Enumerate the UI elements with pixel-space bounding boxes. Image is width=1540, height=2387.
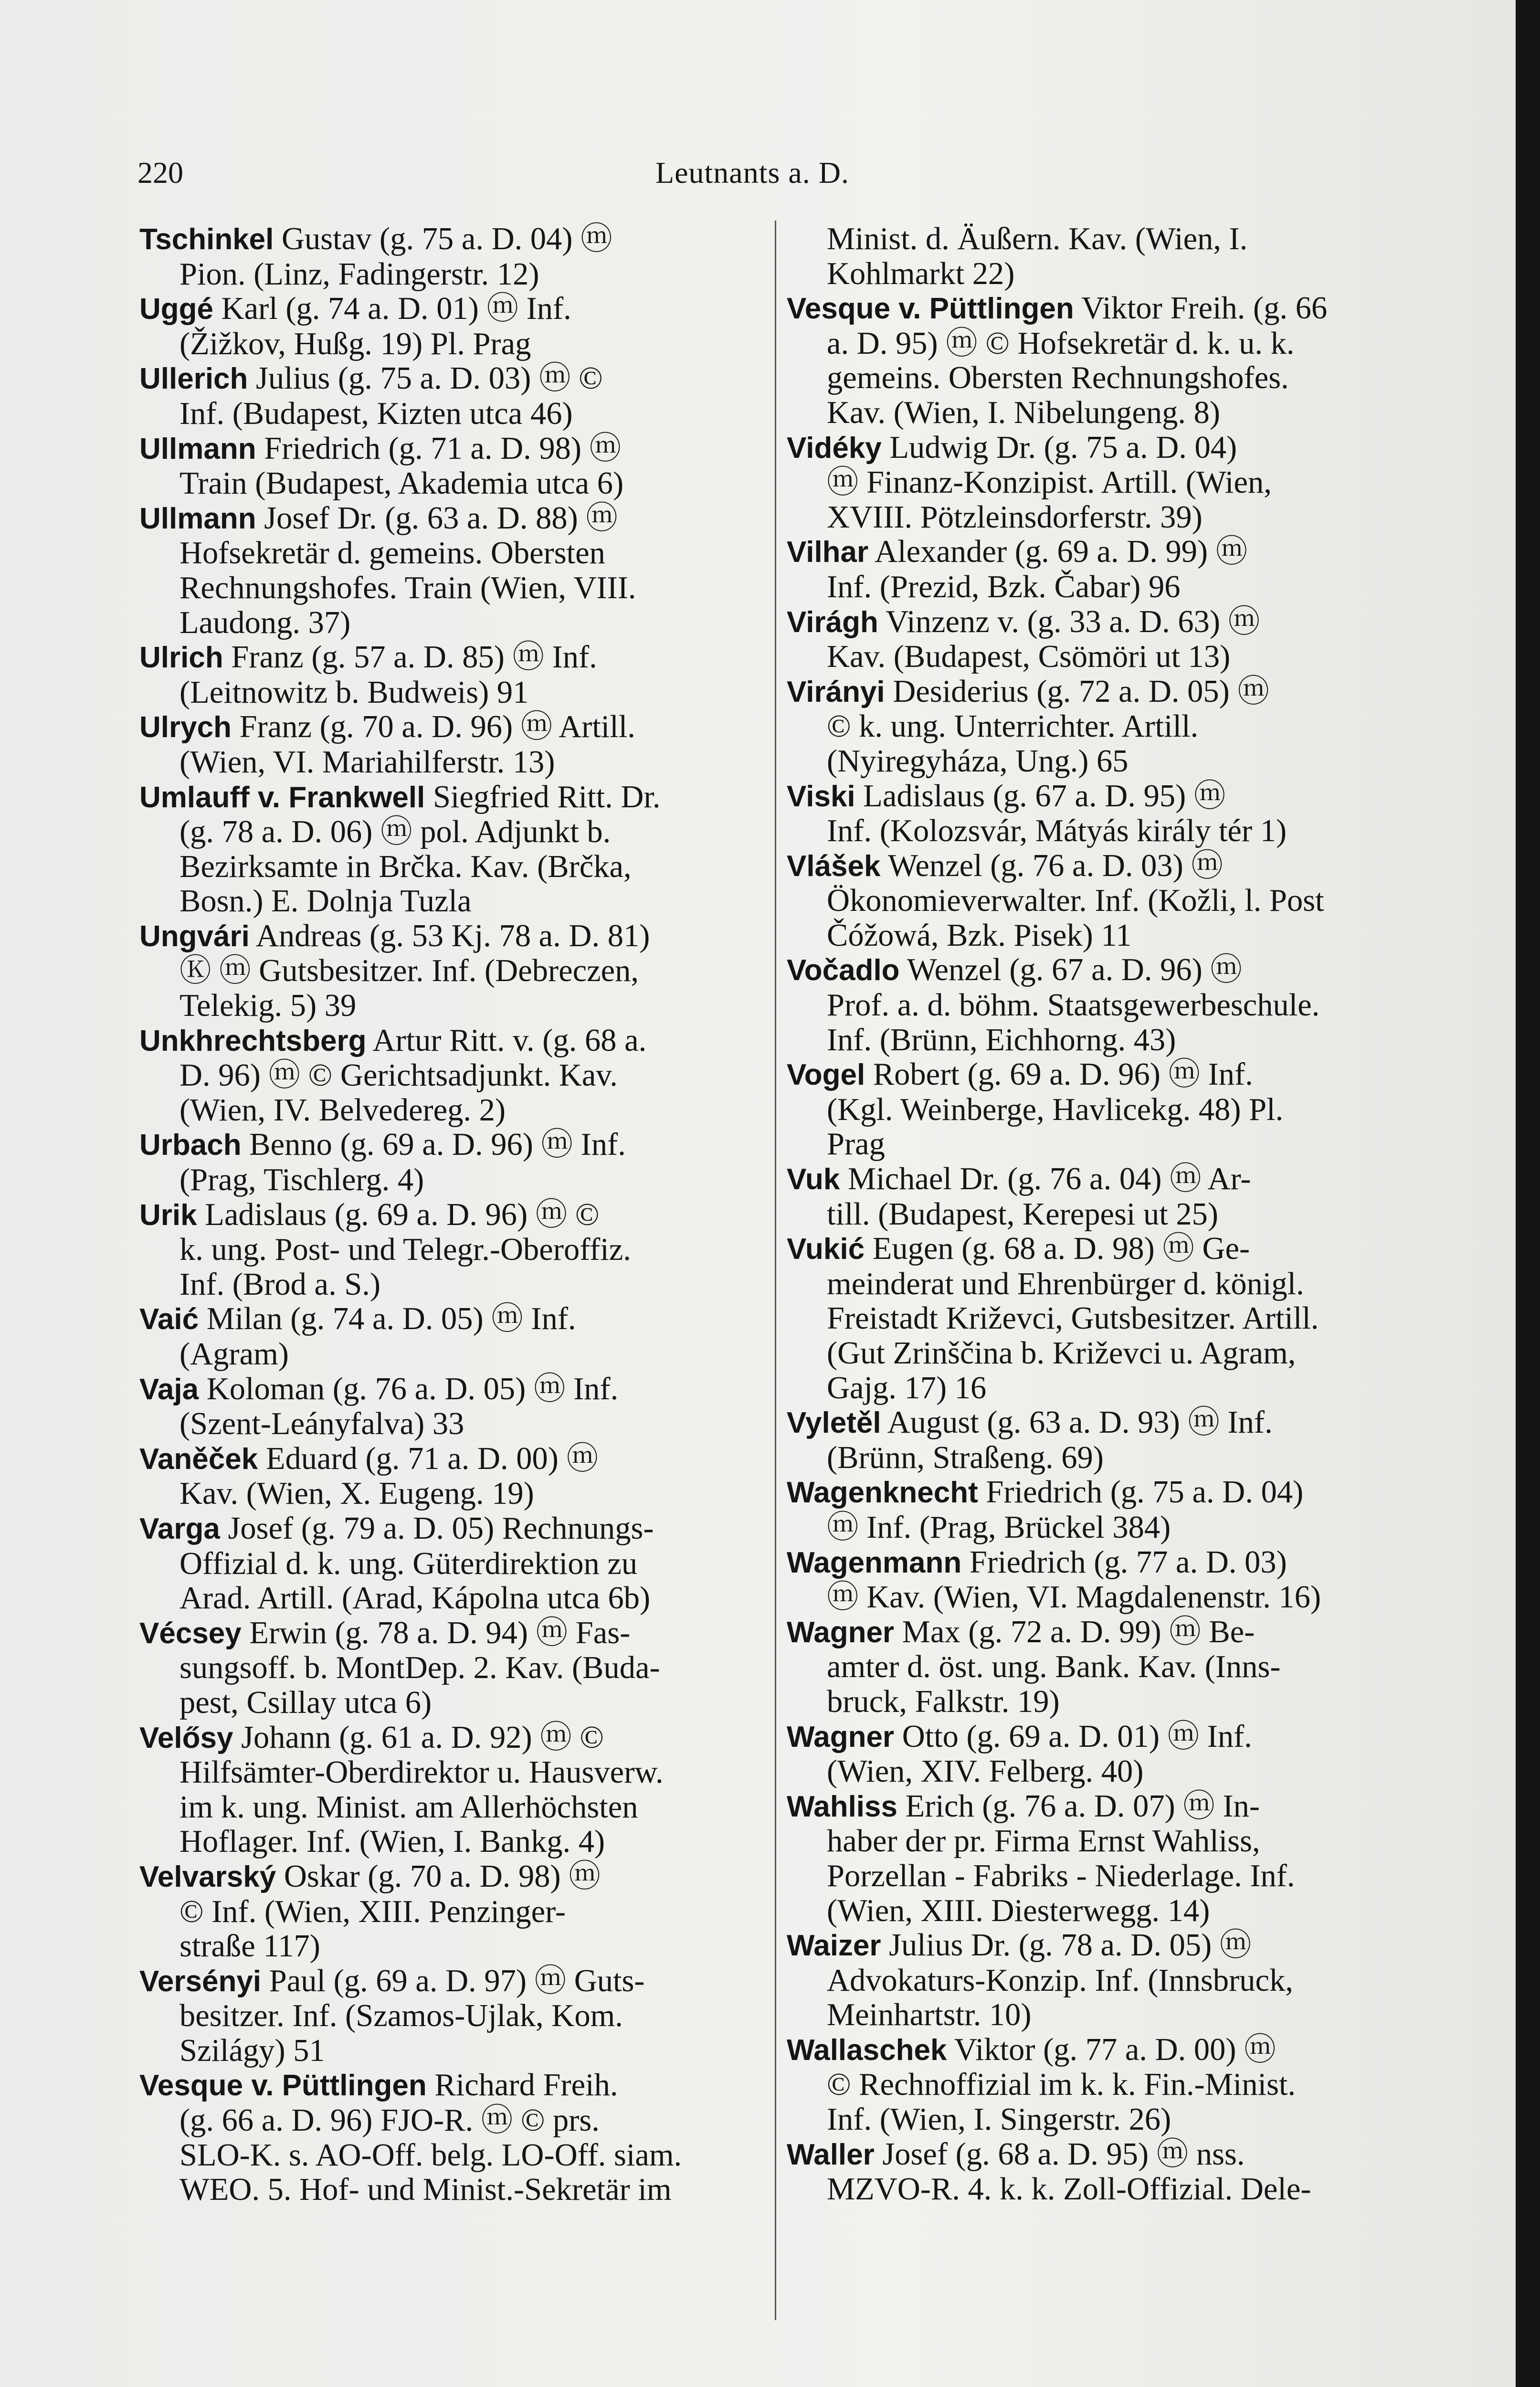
- entry-text: Viktor (g. 77 a. D. 00) ⓜ: [954, 2032, 1276, 2067]
- entry-surname: Ungvári: [139, 919, 250, 953]
- entry-continuation-line: (Nyiregyháza, Ung.) 65: [827, 743, 1129, 779]
- directory-entry: [787, 1928, 1405, 2033]
- entry-first-line: [139, 432, 758, 467]
- entry-continuation-line: haber der pr. Firma Ernst Wahliss,: [827, 1824, 1260, 1859]
- entry-text: Julius Dr. (g. 78 a. D. 05) ⓜ: [889, 1928, 1252, 1963]
- entry-text: August (g. 63 a. D. 93) ⓜ Inf.: [887, 1405, 1273, 1440]
- directory-entry: [787, 1057, 1405, 1162]
- entry-first-line: [787, 1232, 1405, 1267]
- entry-surname: Ulrich: [139, 641, 223, 675]
- entry-text: Ladislaus (g. 67 a. D. 95) ⓜ: [863, 778, 1226, 813]
- entry-continuation-line: ⓜ Finanz-Konzipist. Artill. (Wien,: [827, 465, 1272, 500]
- entry-continuation-line: Advokaturs-Konzip. Inf. (Innsbruck,: [827, 1963, 1293, 1998]
- entry-text: Josef (g. 79 a. D. 05) Rechnungs-: [228, 1510, 654, 1546]
- directory-entry: [787, 1475, 1405, 1545]
- entry-first-line: [139, 780, 758, 815]
- entry-continuation-line: (Brünn, Straßeng. 69): [827, 1440, 1104, 1475]
- directory-entry: [787, 1615, 1405, 1720]
- entry-first-line: [787, 1405, 1405, 1441]
- entry-first-line: [787, 1545, 1405, 1581]
- entry-continuation-line: Inf. (Brünn, Eichhorng. 43): [827, 1022, 1176, 1057]
- entry-continuation-line: ⓜ Inf. (Prag, Brückel 384): [827, 1510, 1171, 1545]
- entry-first-line: [139, 1372, 758, 1407]
- directory-entry: [787, 953, 1405, 1057]
- directory-entry: [139, 1616, 758, 1721]
- directory-entry: [787, 1720, 1405, 1789]
- entry-surname: Umlauff v. Frankwell: [139, 781, 425, 814]
- entry-first-line: [787, 953, 1405, 988]
- entry-text: Wenzel (g. 76 a. D. 03) ⓜ: [887, 848, 1223, 883]
- entry-first-line: [139, 919, 758, 954]
- entry-text: Erwin (g. 78 a. D. 94) ⓜ Fas-: [249, 1615, 631, 1650]
- entry-first-line: [139, 222, 758, 257]
- entry-continuation-line: (Wien, XIII. Diesterwegg. 14): [827, 1893, 1210, 1928]
- directory-entry: [139, 361, 758, 431]
- directory-entry: [787, 431, 1405, 535]
- directory-entry: [787, 2137, 1405, 2207]
- entry-first-line: [139, 1511, 758, 1547]
- entry-text: Friedrich (g. 75 a. D. 04): [986, 1475, 1304, 1510]
- entry-surname: Vesque v. Püttlingen: [139, 2069, 427, 2102]
- entry-surname: Wagner: [787, 1720, 895, 1753]
- entry-first-line: [787, 1789, 1405, 1825]
- entry-continuation-line: till. (Budapest, Kerepesi ut 25): [827, 1196, 1218, 1232]
- entry-surname: Vyletěl: [787, 1406, 881, 1440]
- entry-text: Viktor Freih. (g. 66: [1081, 291, 1328, 326]
- entry-first-line: [139, 1859, 758, 1895]
- directory-entry: [787, 605, 1405, 675]
- entry-text: Friedrich (g. 77 a. D. 03): [969, 1544, 1287, 1580]
- directory-entry: [139, 1721, 758, 1859]
- entry-continuation-line: (Wien, VI. Mariahilferstr. 13): [179, 744, 555, 780]
- directory-entry: [139, 1859, 758, 1964]
- directory-entry: [139, 501, 758, 640]
- entry-surname: Unkhrechtsberg: [139, 1024, 367, 1057]
- entry-continuation-line: (Wien, XIV. Felberg. 40): [827, 1754, 1144, 1789]
- entry-continuation-line: © k. ung. Unterrichter. Artill.: [827, 709, 1199, 744]
- entry-first-line: [787, 2033, 1405, 2068]
- directory-entry: [787, 779, 1405, 849]
- directory-entry: [139, 432, 758, 501]
- entry-continuation-line: © Rechnoffizial im k. k. Fin.-Minist.: [827, 2067, 1296, 2102]
- directory-entry: [139, 1198, 758, 1302]
- entry-surname: Ulrych: [139, 711, 232, 744]
- directory-entry: [787, 1545, 1405, 1615]
- entry-continuation-line: bruck, Falkstr. 19): [827, 1684, 1060, 1719]
- entry-continuation-line: Kohlmarkt 22): [827, 256, 1015, 291]
- directory-entry: [139, 1372, 758, 1442]
- directory-entry: [139, 919, 758, 1024]
- entry-surname: Wallaschek: [787, 2033, 947, 2067]
- entry-text: Siegfried Ritt. Dr.: [432, 779, 661, 814]
- entry-continuation-line: Kav. (Wien, X. Eugeng. 19): [179, 1476, 534, 1511]
- entry-continuation-line: Kav. (Wien, I. Nibelungeng. 8): [827, 395, 1221, 430]
- entry-continuation-line: Arad. Artill. (Arad, Kápolna utca 6b): [179, 1581, 651, 1616]
- entry-surname: Waller: [787, 2138, 875, 2171]
- entry-first-line: [787, 1475, 1405, 1510]
- entry-text: Ludwig Dr. (g. 75 a. D. 04): [889, 430, 1237, 465]
- entry-continuation-line: Meinhartstr. 10): [827, 1997, 1032, 2033]
- entry-first-line: [787, 1928, 1405, 1964]
- entry-continuation-line: MZVO-R. 4. k. k. Zoll-Offizial. Dele-: [827, 2172, 1311, 2207]
- page-header: [137, 154, 1426, 197]
- entry-first-line: [787, 605, 1405, 640]
- entry-surname: Ullmann: [139, 502, 256, 535]
- entry-surname: Varga: [139, 1512, 220, 1545]
- entry-first-line: [787, 291, 1405, 327]
- entry-continuation-line: ⓜ Kav. (Wien, VI. Magdalenenstr. 16): [827, 1580, 1321, 1615]
- entry-surname: Vaněček: [139, 1442, 258, 1476]
- directory-entry: [787, 1789, 1405, 1928]
- entry-continuation-line: Prag: [827, 1127, 885, 1162]
- directory-entry: [787, 1232, 1405, 1405]
- entry-text: Vinzenz v. (g. 33 a. D. 63) ⓜ: [886, 604, 1260, 639]
- entry-text: Oskar (g. 70 a. D. 98) ⓜ: [284, 1859, 601, 1894]
- entry-continuation-line: (Prag, Tischlerg. 4): [179, 1162, 424, 1198]
- entry-continuation-line: Inf. (Budapest, Kizten utca 46): [179, 396, 573, 431]
- entry-surname: Wagner: [787, 1616, 895, 1649]
- entry-surname: Virányi: [787, 675, 885, 708]
- entry-surname: Velősy: [139, 1721, 233, 1754]
- entry-continuation-line: straße 117): [179, 1929, 320, 1964]
- entry-surname: Wagenknecht: [787, 1476, 978, 1510]
- entry-continuation-line: (Gut Zrinščina b. Križevci u. Agram,: [827, 1336, 1296, 1371]
- entry-surname: Urbach: [139, 1129, 242, 1162]
- entry-surname: Vesque v. Püttlingen: [787, 292, 1074, 326]
- entry-continuation-line: WEO. 5. Hof- und Minist.-Sekretär im: [179, 2172, 672, 2207]
- entry-text: Otto (g. 69 a. D. 01) ⓜ Inf.: [902, 1719, 1252, 1754]
- entry-first-line: [139, 1442, 758, 1477]
- entry-first-line: [787, 431, 1405, 466]
- entry-continuation-line: (Agram): [179, 1337, 289, 1372]
- entry-continuation-line: D. 96) ⓜ © Gerichtsadjunkt. Kav.: [179, 1058, 618, 1093]
- entry-text: Max (g. 72 a. D. 99) ⓜ Be-: [902, 1614, 1255, 1649]
- page-number: 220: [137, 156, 183, 190]
- entry-text: Eduard (g. 71 a. D. 00) ⓜ: [265, 1441, 599, 1476]
- entry-continuation-line: Inf. (Brod a. S.): [179, 1267, 381, 1302]
- entry-text: Alexander (g. 69 a. D. 99) ⓜ: [875, 534, 1248, 570]
- entry-surname: Vukić: [787, 1233, 865, 1266]
- entry-first-line: [787, 1615, 1405, 1650]
- entry-first-line: [139, 1128, 758, 1163]
- entry-text: Josef (g. 68 a. D. 95) ⓜ nss.: [882, 2136, 1245, 2172]
- entry-text: Benno (g. 69 a. D. 96) ⓜ Inf.: [249, 1127, 626, 1162]
- entry-text: Friedrich (g. 71 a. D. 98) ⓜ: [264, 431, 622, 466]
- entry-surname: Wagenmann: [787, 1546, 962, 1579]
- entry-continuation-line: (Žižkov, Hußg. 19) Pl. Prag: [179, 326, 531, 361]
- directory-entry: [139, 2068, 758, 2207]
- entry-surname: Versényi: [139, 1965, 262, 1998]
- entry-text: Gustav (g. 75 a. D. 04) ⓜ: [282, 222, 612, 256]
- entry-continuation-line: Ökonomieverwalter. Inf. (Kožli, l. Post: [827, 883, 1324, 919]
- entry-continuation-line: (g. 66 a. D. 96) FJO-R. ⓜ © prs.: [179, 2103, 600, 2138]
- entry-text: Michael Dr. (g. 76 a. 04) ⓜ Ar-: [848, 1162, 1251, 1197]
- directory-entry: [787, 675, 1405, 779]
- entry-text: Koloman (g. 76 a. D. 05) ⓜ Inf.: [206, 1371, 619, 1406]
- entry-surname: Viski: [787, 780, 855, 813]
- running-title: Leutnants a. D.: [655, 156, 849, 190]
- entry-text: Ladislaus (g. 69 a. D. 96) ⓜ ©: [205, 1197, 600, 1232]
- entry-continuation-line: Čóžowá, Bzk. Pisek) 11: [827, 918, 1132, 953]
- entry-text: Franz (g. 57 a. D. 85) ⓜ Inf.: [231, 640, 597, 675]
- entry-continuation-line: (g. 78 a. D. 06) ⓜ pol. Adjunkt b.: [179, 814, 611, 850]
- entry-continuation-line: Hoflager. Inf. (Wien, I. Bankg. 4): [179, 1824, 605, 1859]
- entry-first-line: [139, 1616, 758, 1651]
- entry-text: Paul (g. 69 a. D. 97) ⓜ Guts-: [269, 1963, 645, 1998]
- directory-entry: [139, 1024, 758, 1128]
- entry-continuation-line: pest, Csillay utca 6): [179, 1685, 432, 1720]
- entry-continuation-line: besitzer. Inf. (Szamos-Ujlak, Kom.: [179, 1998, 623, 2034]
- entry-continuation-line: Minist. d. Äußern. Kav. (Wien, I.: [827, 222, 1248, 256]
- directory-entry: [139, 1442, 758, 1511]
- entry-continuation-line: gemeins. Obersten Rechnungshofes.: [827, 360, 1289, 396]
- entry-continuation-line: Inf. (Wien, I. Singerstr. 26): [827, 2102, 1171, 2137]
- right-column: [787, 222, 1405, 2207]
- entry-first-line: [787, 1162, 1405, 1197]
- entry-continuation-line: Inf. (Prezid, Bzk. Čabar) 96: [827, 569, 1181, 604]
- entry-text: Franz (g. 70 a. D. 96) ⓜ Artill.: [239, 709, 635, 745]
- entry-first-line: [787, 2137, 1405, 2173]
- entry-surname: Velvarský: [139, 1860, 276, 1893]
- entry-first-line: [139, 1198, 758, 1233]
- entry-text: Robert (g. 69 a. D. 96) ⓜ Inf.: [873, 1057, 1253, 1092]
- scan-edge: [1516, 0, 1540, 2387]
- entry-text: Milan (g. 74 a. D. 05) ⓜ Inf.: [206, 1301, 576, 1337]
- entry-text: Karl (g. 74 a. D. 01) ⓜ Inf.: [221, 291, 571, 327]
- entry-first-line: [787, 675, 1405, 710]
- entry-surname: Vuk: [787, 1163, 840, 1196]
- entry-continuation-line: Bezirksamte in Brčka. Kav. (Brčka,: [179, 849, 632, 884]
- entry-continuation-line: a. D. 95) ⓜ © Hofsekretär d. k. u. k.: [827, 326, 1295, 361]
- entry-first-line: [139, 501, 758, 537]
- entry-continuation-line: meinderat und Ehrenbürger d. königl.: [827, 1266, 1304, 1301]
- directory-entry: [139, 710, 758, 780]
- entry-continuation-line: (Wien, IV. Belvedereg. 2): [179, 1092, 506, 1128]
- entry-continuation-line: Gajg. 17) 16: [827, 1370, 987, 1405]
- entry-text: Desiderius (g. 72 a. D. 05) ⓜ: [893, 674, 1269, 709]
- entry-surname: Vidéky: [787, 431, 882, 465]
- entry-continuation-line: Telekig. 5) 39: [179, 988, 357, 1024]
- entry-continuation-line: im k. ung. Minist. am Allerhöchsten: [179, 1789, 638, 1825]
- entry-continuation-line: Laudong. 37): [179, 605, 351, 640]
- entry-surname: Vaja: [139, 1373, 199, 1406]
- entry-surname: Ullerich: [139, 362, 248, 396]
- entry-surname: Vogel: [787, 1058, 865, 1092]
- entry-continuation-line: XVIII. Pötzleinsdorferstr. 39): [827, 499, 1202, 535]
- entry-text: Julius (g. 75 a. D. 03) ⓜ ©: [256, 361, 603, 396]
- entry-surname: Vécsey: [139, 1616, 242, 1650]
- directory-entry: [787, 849, 1405, 953]
- entry-continuation-line: Porzellan - Fabriks - Niederlage. Inf.: [827, 1858, 1295, 1893]
- directory-entry: [787, 535, 1405, 604]
- column-divider: [775, 221, 776, 2320]
- entry-continuation-line: Hofsekretär d. gemeins. Obersten: [179, 536, 605, 571]
- directory-entry: [139, 1964, 758, 2069]
- entry-continuation-line: Ⓚ ⓜ Gutsbesitzer. Inf. (Debreczen,: [179, 953, 639, 989]
- entry-continuation-line: (Leitnowitz b. Budweis) 91: [179, 675, 529, 710]
- entry-text: Johann (g. 61 a. D. 92) ⓜ ©: [241, 1720, 604, 1755]
- entry-continuation-line: k. ung. Post- und Telegr.-Oberoffiz.: [179, 1232, 631, 1267]
- entry-continuation-line: Bosn.) E. Dolnja Tuzla: [179, 884, 472, 919]
- entry-continuation-line: (Szent-Leányfalva) 33: [179, 1406, 464, 1442]
- entry-continuation-line: sungsoff. b. MontDep. 2. Kav. (Buda-: [179, 1650, 660, 1686]
- entry-first-line: [787, 535, 1405, 570]
- entry-first-line: [139, 292, 758, 327]
- entry-text: Wenzel (g. 67 a. D. 96) ⓜ: [907, 952, 1242, 988]
- directory-entry: [139, 780, 758, 919]
- directory-entry: [787, 2033, 1405, 2137]
- entry-surname: Vlášek: [787, 849, 881, 883]
- directory-entry: [139, 222, 758, 292]
- entry-surname: Wahliss: [787, 1790, 897, 1823]
- entry-continuation-line: Prof. a. d. böhm. Staatsgewerbeschule.: [827, 988, 1320, 1023]
- entry-text: Artur Ritt. v. (g. 68 a.: [372, 1023, 647, 1058]
- directory-entry: [787, 1162, 1405, 1232]
- entry-text: Erich (g. 76 a. D. 07) ⓜ In-: [905, 1788, 1260, 1824]
- entry-continuation-line: Inf. (Kolozsvár, Mátyás király tér 1): [827, 813, 1287, 849]
- entry-continuation-line: Pion. (Linz, Fadingerstr. 12): [179, 256, 539, 292]
- directory-entry: [139, 1302, 758, 1372]
- entry-surname: Vočadlo: [787, 954, 900, 987]
- entry-first-line: [139, 1964, 758, 1999]
- entry-continuation-line: Rechnungshofes. Train (Wien, VIII.: [179, 570, 636, 605]
- entry-first-line: [787, 849, 1405, 884]
- entry-continuation-line: © Inf. (Wien, XIII. Penzinger-: [179, 1894, 566, 1929]
- entry-first-line: [139, 640, 758, 676]
- entry-first-line: [139, 361, 758, 397]
- directory-entry: [139, 640, 758, 710]
- entry-surname: Ullmann: [139, 432, 256, 465]
- directory-entry: [787, 291, 1405, 430]
- entry-first-line: [139, 2068, 758, 2103]
- entry-surname: Uggé: [139, 293, 213, 326]
- entry-text: Richard Freih.: [434, 2068, 618, 2103]
- directory-entry: [787, 1405, 1405, 1475]
- entry-surname: Vaić: [139, 1303, 199, 1336]
- entry-continuation-line: Freistadt Križevci, Gutsbesitzer. Artill.: [827, 1301, 1319, 1336]
- entry-first-line: [139, 710, 758, 745]
- entry-surname: Tschinkel: [139, 223, 274, 256]
- entry-continuation-line: Szilágy) 51: [179, 2033, 325, 2068]
- entry-text: Josef Dr. (g. 63 a. D. 88) ⓜ: [264, 500, 618, 536]
- entry-continuation-line: Hilfsämter-Oberdirektor u. Hausverw.: [179, 1755, 664, 1790]
- entry-surname: Vilhar: [787, 536, 869, 569]
- entry-text: Eugen (g. 68 a. D. 98) ⓜ Ge-: [872, 1231, 1250, 1267]
- entry-first-line: [139, 1721, 758, 1756]
- entry-text: Andreas (g. 53 Kj. 78 a. D. 81): [255, 918, 650, 953]
- entry-continuation-line: Offizial d. k. ung. Güterdirektion zu: [179, 1546, 638, 1581]
- entry-surname: Virágh: [787, 605, 878, 639]
- entry-first-line: [139, 1024, 758, 1059]
- entry-first-line: [787, 1057, 1405, 1093]
- directory-entry: [139, 292, 758, 361]
- entry-continuation-line: (Kgl. Weinberge, Havlicekg. 48) Pl.: [827, 1092, 1284, 1127]
- directory-entry: [139, 1511, 758, 1616]
- entry-first-line: [787, 1720, 1405, 1755]
- entry-continuation-line: Train (Budapest, Akademia utca 6): [179, 466, 624, 501]
- entry-continuation-line: SLO-K. s. AO-Off. belg. LO-Off. siam.: [179, 2137, 682, 2173]
- directory-entry: [787, 222, 1405, 291]
- entry-continuation-line: Kav. (Budapest, Csömöri ut 13): [827, 639, 1231, 675]
- directory-entry: [139, 1128, 758, 1197]
- entry-first-line: [139, 1302, 758, 1337]
- entry-surname: Waizer: [787, 1929, 881, 1963]
- entry-continuation-line: amter d. öst. ung. Bank. Kav. (Inns-: [827, 1649, 1281, 1685]
- entry-surname: Urik: [139, 1198, 197, 1232]
- entry-first-line: [787, 779, 1405, 814]
- left-column: [139, 222, 758, 2207]
